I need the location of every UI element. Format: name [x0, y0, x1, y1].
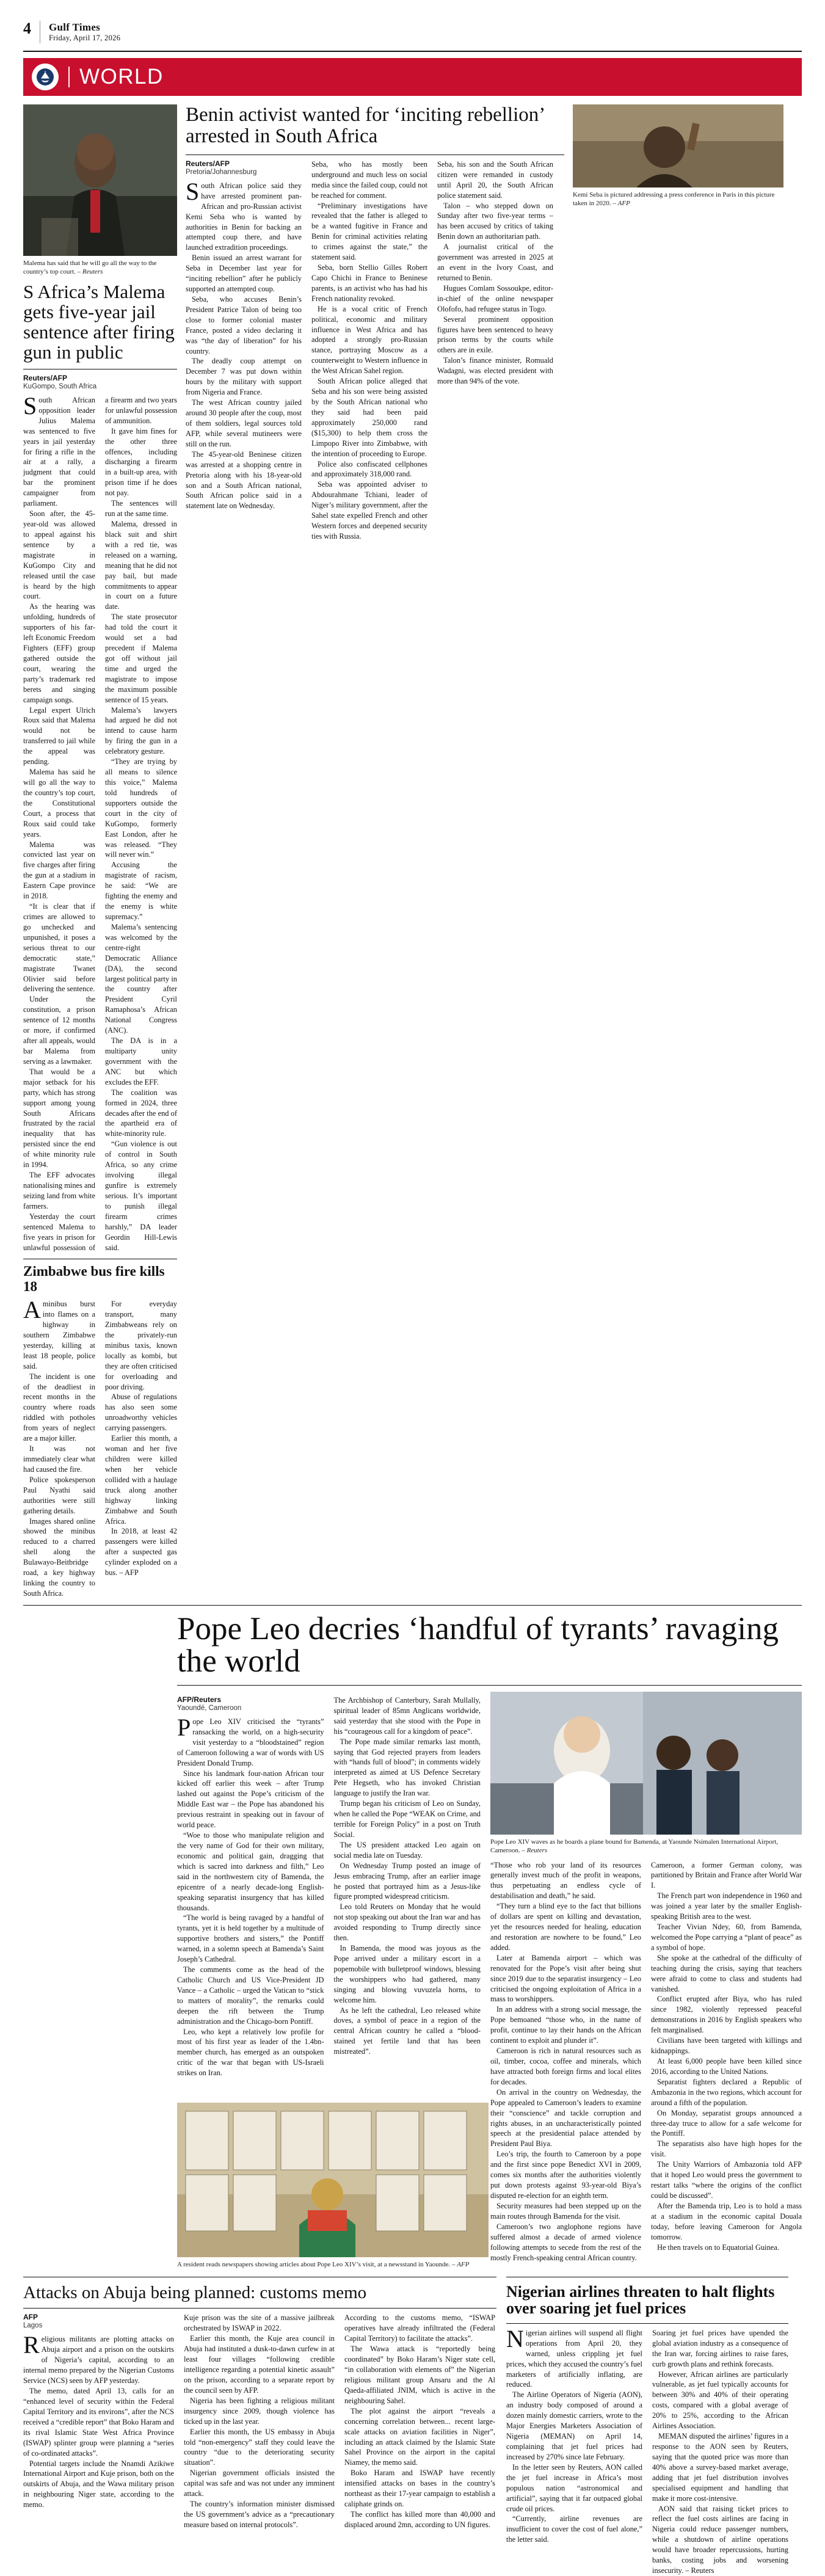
masthead: [23, 0, 802, 43]
benin-dateline: Pretoria/Johannesburg: [186, 168, 257, 176]
pope-col-1: AFP/Reuters Yaoundé, Cameroon Pope Leo XIV criticised the “tyrants” ransacking the world, on a high-security visit yesterday to a “bloodstained” region of Cameroon following a war of words with US President Donald Trump. Since his landmark four-nation African tour kicked off earlier this week – after Trump lashed out against the Pope’s criticism of the Middle East war – the Pope has abandoned his previous restraint in speaking out in favour of world peace. “Woe to those who manipulate religion and the very name of God for their own military, economic and political gain, dragging that which is sacred into darkness and filth,” Leo said in the northwestern city of Bamenda, the epicentre of a nearly decade-long English-speaking separatist insurgency that has killed thousands. “The world is being ravaged by a handful of tyrants, yet it is held together by a multitude of supportive brothers and sisters,” the Pontiff warned, in a solemn speech at Bamenda’s Saint Joseph’s Cathedral. The comments come as the head of the Catholic Church and US Vice-President JD Vance – a Catholic – urged the Vatican to “stick to matters of morality”, the remarks could deepen the rift between the Trump administration and the Chicago-born Pontiff. Leo, who kept a relatively low profile for most of his first year as leader of the 1.4bn-member church, has emerged as an outspoken critic of the war that began with US-Israeli strikes on Iran.: [177, 1695, 324, 2078]
benin-headline: Benin activist wanted for ‘inciting rebellion’ arrested in South Africa: [186, 103, 544, 147]
pope-article: [23, 1605, 802, 2269]
malema-body: South African opposition leader Julius Malema was sentenced to five years in jail yesterday for firing a rifle in the air at a rally, a judgment that could bar the prominent campaigner from parliament. Soon after, the 45-year-old was allowed to appeal against his sentence by a magistrate in KuGompo City and released until the case is heard by the high court. As the hearing was unfolding, hundreds of supporters of his far-left Economic Freedom Fighters (EFF) group gathered outside the court, wearing the party’s trademark red berets and singing campaign songs. Legal expert Ulrich Roux said that Malema would not be transferred to jail while the appeal was pending. Malema has said he will go all the way to the country’s top court, the Constitutional Court, a process that Roux said could take years. Malema was convicted last year on five charges after firing the gun at a stadium in Eastern Cape province in 2018. “It is clear that if crimes are allowed to go unchecked and unpunished, it poses a serious threat to our democratic state,” magistrate Twanet Olivier said before delivering the sentence. Under the constitution, a prison sentence of 12 months or more, if confirmed after all appeals, would bar Malema from serving as a lawmaker. That would be a major setback for his party, which has strong support among young South Africans frustrated by the racial inequality that has persisted since the end of white minority rule in 1994. The EFF advocates nationalising mines and seizing land from white farmers. Yesterday the court sentenced Malema to five years in prison for unlawful possession of a firearm and two years for unlawful possession of ammunition. It gave him fines for the other three offences, including discharging a firearm in a built-up area, with prison time if he does not pay. The sentences will run at the same time. Malema, dressed in black suit and shirt with a red tie, was released on a warning, meaning that he did not pay bail, but made commitments to appear in court on a future date. The state prosecutor had told the court it would set a bad precedent if Malema got off without jail time and urged the magistrate to impose the maximum possible sentence of 15 years. Malema’s lawyers had argued he did not intend to cause harm by firing the gun in a celebratory gesture. “They are trying by all means to silence this voice,” Malema told hundreds of supporters outside the court in the city of KuGompo, formerly East London, after he was released. “They will never win.” Accusing the magistrate of racism, he said: “We are fighting the enemy and the enemy is white supremacy.” Malema’s sentencing was welcomed by the centre-right Democratic Alliance (DA), the second largest political party in the country after President Cyril Ramaphosa’s African National Congress (ANC). The DA is in a multiparty unity government with the ANC but which excludes the EFF. The coalition was formed in 2024, three decades after the end of the apartheid era of white-minority rule. “Gun violence is out of control in South Africa, so any crime involving illegal gunfire is extremely serious. It’s important to punish illegal firearm crimes harshly,” DA leader Geordin Hill-Lewis said.: [23, 391, 177, 1252]
pope-byline: AFP/Reuters: [177, 1695, 222, 1704]
malema-byline: Reuters/AFP: [23, 373, 68, 382]
section-title: WORLD: [79, 64, 164, 89]
abuja-headline: Attacks on Abuja being planned: customs memo: [23, 2282, 367, 2302]
airlines-article: Nigerian airlines threaten to halt flights over soaring jet fuel prices Nigerian airlines will suspend all flight operations from April 20, they warned, unless crippling jet fuel prices, which they accused the country’s fuel marketers of artificially inflating, are reduced. The Airline Operators of Nigeria (AON), an industry body composed of around a dozen mainly domestic carriers, wrote to the Major Energies Marketers Association of Nigeria (MEMAN) on April 14, complaining that jet fuel prices had increased by 270% since late February. In the letter seen by Reuters, AON called the jet fuel increase in Africa’s most populous nation “astronomical and artificial”, saying that it far outpaced global crude oil prices. “Currently, airline revenues are insufficient to cover the cost of fuel alone,” the letter said. Soaring jet fuel prices have upended the global aviation industry as a consequence of the Iran war, forcing airlines to raise fares, curb growth plans and rethink forecasts. However, African airlines are particularly vulnerable, as jet fuel typically accounts for between 30% and 40% of their operating costs, compared with a global average of 20% to 25%, according to the African Airlines Association. MEMAN disputed the airlines’ figures in a response to the AON seen by Reuters, saying that the quoted price was more than 40% above a survey-based market average, adding that jet fuel distribution involves specialised equipment and handling that make it more cost-intensive. AON said that raising ticket prices to reflect the fuel costs airlines are facing in Nigeria could reduce passenger numbers, while a shutdown of airline operations would have broader repercussions, hurting banks, costing jobs and worsening insecurity. – Reuters: [506, 2277, 788, 2576]
paper-title-block: [40, 21, 120, 43]
pope-photo-caption: Pope Leo XIV waves as he boards a plane bound for Bamenda, at Yaounde Nsimalen International Airport, Cameroon. – Reuters: [490, 1838, 779, 1855]
malema-dateline: KuGompo, South Africa: [23, 382, 97, 390]
pope-dateline: Yaoundé, Cameroon: [177, 1704, 242, 1712]
masthead-rule: [23, 51, 802, 52]
newsstand-photo: [177, 2103, 489, 2257]
abuja-dateline: Lagos: [23, 2322, 43, 2330]
newsstand-photo-caption: A resident reads newspapers showing articles about Pope Leo XIV’s visit, at a newsstand in Yaounde. – AFP: [177, 2261, 470, 2269]
zimbabwe-body: Aminibus burst into flames on a highway in southern Zimbabwe yesterday, killing at least 18 people, police said. The incident is one of the deadliest in recent months in the country where roads riddled with potholes from years of neglect are a major killer. It was not immediately clear what had caused the fire. Police spokesperson Paul Nyathi said authorities were still gathering details. Images shared online showed the minibus reduced to a charred shell along the Bulawayo-Beitbridge road, a key highway linking the country to South Africa. For everyday transport, many Zimbabweans rely on the privately-run minibus taxis, known locally as kombi, but they are often criticised for overloading and poor driving. Abuse of regulations has also seen some unroadworthy vehicles carrying passengers. Earlier this month, a woman and her five children were killed when her vehicle collided with a haulage truck along another highway linking Zimbabwe and South Africa. In 2018, at least 42 passengers were killed after a suspected gas cylinder exploded on a bus. – AFP: [23, 1296, 177, 1598]
malema-article: [23, 104, 177, 1599]
paper-date: Friday, April 17, 2026: [49, 34, 121, 43]
abuja-byline: AFP: [23, 2313, 38, 2322]
seba-photo-block: [573, 104, 783, 1599]
malema-photo-caption: Malema has said that he will go all the way to the country’s top court. – Reuters: [23, 259, 157, 276]
gulf-times-logo-icon: [32, 64, 59, 90]
malema-photo: [23, 104, 177, 256]
top-zone: [23, 104, 802, 1599]
pope-col-3-4: Pope Leo XIV waves as he boards a plane bound for Bamenda, at Yaounde Nsimalen International Airport, Cameroon. – Reuters “Those who rob your land of its resources generally invest much of the profit in weapons, thus perpetuating an endless cycle of destabilisation and death,” he said. “They turn a blind eye to the fact that billions of dollars are spent on killing and devastation, yet the resources needed for healing, education and restoration are nowhere to be found,” Leo added. Later at Bamenda airport – which was renovated for the Pope’s visit after being shut since 2019 due to the separatist insurgency – Leo criticised the ongoing exploitation of Africa in a mass to worshippers. In an address with a strong social message, the Pope bemoaned “those who, in the name of profit, continue to lay their hands on the African continent to exploit and plunder it”. Cameroon is rich in natural resources such as oil, timber, cocoa, coffee and minerals, which have attracted both foreign firms and local elites for decades. On arrival in the country on Wednesday, the Pope appealed to Cameroon’s leaders to examine their “conscience” and tackle corruption and rights abuses, in an uncharacteristically pointed speech at the presidential palace attended by President Paul Biya. Leo’s trip, the fourth to Cameroon by a pope and the first since pope Benedict XVI in 2009, comes six months after the authorities violently put down protests against 93-year-old Biya’s disputed re-election for an eighth term. Security measures had been stepped up on the main routes through Bamenda for the visit. Cameroon’s two anglophone regions have suffered almost a decade of armed violence following attempts to secede from the rest of the mostly French-speaking central African country. Cameroon, a former German colony, was partitioned by Britain and France after World War I. The French part won independence in 1960 and was joined a year later by the smaller English-speaking British area to the west. Teacher Vivian Ndey, 60, from Bamenda, welcomed the Pope carrying a “plant of peace” as a symbol of hope. She spoke at the cathedral of the difficulty of teaching during the crisis, saying that teachers were afraid to come to class and students had vanished. Conflict erupted after Biya, who has ruled since 1982, violently repressed peaceful demonstrations in 2016 by English speakers who felt marginalised. Civilians have been targeted with killings and kidnappings. At least 6,000 people have been killed since 2016, according to the United Nations. Separatist fighters declared a Republic of Ambazonia in the two regions, which account for around a fifth of the population. On Monday, separatist groups announced a three-day truce to allow for a safe welcome for the Pontiff. The separatists also have high hopes for the visit. The Unity Warriors of Ambazonia told AFP that it hoped Leo would press the government to restart talks “where the origins of the conflict could be discussed”. After the Bamenda trip, Leo is to hold a mass at a stadium in the economic capital Douala today, before leaving Cameroon for Angola tomorrow. He then travels on to Equatorial Guinea.: [490, 1692, 802, 2263]
pope-plane-photo: [490, 1692, 802, 1835]
paper-name: Gulf Times: [49, 21, 101, 33]
pope-headline: Pope Leo decries ‘handful of tyrants’ ravaging the world: [177, 1610, 779, 1679]
abuja-article: Attacks on Abuja being planned: customs memo AFP Lagos Religious militants are plotting attacks on Abuja airport and a prison on the outskirts of Nigeria’s capital, according to an internal memo prepared by the Nigerian Customs Service (NCS) seen by AFP yesterday. The memo, dated April 13, calls for an “enhanced level of security within the Federal Capital Territory and its environs”, after the NCS received a “credible report” that Boko Haram and its rival Islamic State West Africa Province (ISWAP) splinter group were planning a “series of co-ordinated attacks”. Potential targets include the Nnamdi Azikiwe International Airport and Kuje prison, both on the outskirts of Abuja, and the Wawa military prison in neighbouring Niger state, according to the memo. Kuje prison was the site of a massive jailbreak orchestrated by ISWAP in 2022. Earlier this month, the Kuje area council in Abuja had instituted a dusk-to-dawn curfew in at least four villages “following credible intelligence regarding a potential kinetic assault” on the prison, according to a separate report by the council seen by AFP. Nigeria has been fighting a religious militant insurgency since 2009, though violence has ticked up in the last year. Earlier this month, the US embassy in Abuja told “non-emergency” staff they could leave the country “due to the deteriorating security situation”. Nigerian government officials insisted the capital was safe and was not under any imminent attack. The country’s information minister dismissed the US government’s advice as a “precautionary measure based on internal protocols”. According to the customs memo, “ISWAP operatives have already infiltrated the (Federal Capital Territory) to facilitate the attacks”. The Wawa attack is “reportedly being coordinated” by Boko Haram’s Niger state cell, “in collaboration with elements of” the Nigerian religious militant group Ansaru and the Al Qaeda-affiliated JNIM, which is active in the neighbouring Sahel. The plot against the airport “reveals a concerning correlation between... recent large-scale attacks on aviation facilities in Niger”, including an attack claimed by the Islamic State Sahel Province on the airport in the capital Niamey, the memo said. Boko Haram and ISWAP have recently intensified attacks on bases in the country’s northeast as their 17-year campaign to establish a caliphate grinds on. The conflict has killed more than 40,000 and displaced around 2mn, according to UN figures.: [23, 2277, 496, 2576]
malema-headline: S Africa’s Malema gets five-year jail sentence after firing gun in public: [23, 281, 175, 363]
section-banner: [23, 58, 802, 96]
zimbabwe-headline: Zimbabwe bus fire kills 18: [23, 1264, 165, 1294]
bottom-zone: [23, 2277, 802, 2576]
airlines-headline: Nigerian airlines threaten to halt flights over soaring jet fuel prices: [506, 2282, 775, 2318]
pope-col-2: The Archbishop of Canterbury, Sarah Mullally, spiritual leader of 85mn Anglicans worldwide, said yesterday that she stood with the Pope in his “courageous call for a kingdom of peace”. The Pope made similar remarks last month, saying that God rejected prayers from leaders with “hands full of blood”; in comments widely interpreted as aimed at US Defence Secretary Pete Hegseth, who has invoked Christian language to justify the Iran war. Trump began his criticism of Leo on Sunday, when he called the Pope “WEAK on Crime, and terrible for Foreign Policy” in a post on Truth Social. The US president attacked Leo again on social media late on Tuesday. On Wednesday Trump posted an image of Jesus embracing Trump, after an earlier image he posted that portrayed him as a Jesus-like figure prompted widespread criticism. Leo told Reuters on Monday that he would not stop speaking out about the Iran war and has avoided responding to Trump directly since then. In Bamenda, the mood was joyous as the Pope arrived under a military escort in a popemobile with bulletproof windows, blessing the worshippers who had gathered, many singing and blowing vuvuzela horns, to welcome him. As he left the cathedral, Leo released white doves, a symbol of peace in a region of the central African country he called a “blood-stained yet fertile land that has been mistreated”.: [333, 1695, 481, 2056]
newsstand-block: [177, 2103, 489, 2269]
benin-byline: Reuters/AFP: [186, 159, 230, 168]
banner-divider: [68, 67, 70, 87]
seba-photo: [573, 104, 783, 187]
seba-photo-caption: Kemi Seba is pictured addressing a press conference in Paris in this picture taken in 2020. – AFP: [573, 191, 775, 208]
benin-article: Benin activist wanted for ‘inciting rebellion’ arrested in South Africa Reuters/AFP Pretoria/Johannesburg South African police said they have arrested prominent pan-African and pro-Russian activist Kemi Seba who is wanted by authorities in Benin for backing an attempted coup there, and have launched extradition proceedings. Benin issued an arrest warrant for Seba in December last year for “inciting rebellion” after he publicly supported an attempted coup. Seba, who accuses Benin’s President Patrice Talon of being too close to former colonial master France, posted a video declaring it was “the day of liberation” for his country. The deadly coup attempt on December 7 was put down within hours by the military with support from Nigeria and France. The west African country jailed around 30 people after the coup, most of them soldiers, legal sources told AFP, while several mutineers were still on the run. The 45-year-old Beninese citizen was arrested at a shopping centre in Pretoria along with his 18-year-old son and a South African national, South African police said in a statement late on Wednesday. Seba, who has mostly been underground and much less on social media since the failed coup, could not be reached for comment. “Preliminary investigations have revealed that the father is alleged to be a wanted fugitive in France and Benin for criminal activities relating to crimes against the state,” the statement said. Seba, born Stellio Gilles Robert Capo Chichi in France to Beninese parents, is an activist who has had his French nationality revoked. He is a vocal critic of French political, economic and military influence in West Africa and has adopted a strongly pro-Russian stance, portraying Moscow as a counterweight to Western influence in the West African Sahel region. South African police alleged that Seba and his son were being assisted by the South African national who they said had been paid approximately 250,000 rand ($15,300) to help them cross the Limpopo River into Zimbabwe, with the intention of proceeding to Europe. Police also confiscated cellphones and approximately 318,000 rand. Seba was appointed adviser to Abdourahmane Tchiani, leader of Niger’s military government, after the Sahel state expelled French and other Western forces and deepened security ties with Russia. Seba, his son and the South African citizen were remanded in custody until April 20, the South African police statement said. Talon – who stepped down on Sunday after two five-year terms – has been accused by critics of taking Benin down an authoritarian path. A journalist critical of the government was arrested in 2025 at an event in the Ivory Coast, and returned to Benin. Hugues Comlam Sossoukpe, editor-in-chief of the online newspaper Olofofo, had refugee status in Togo. Several prominent opposition figures have been sentenced to heavy prison terms by the courts while others are in exile. Talon’s finance minister, Romuald Wadagni, was elected president with more than 94% of the vote.: [186, 104, 564, 1599]
page-folio: 4: [23, 20, 31, 37]
